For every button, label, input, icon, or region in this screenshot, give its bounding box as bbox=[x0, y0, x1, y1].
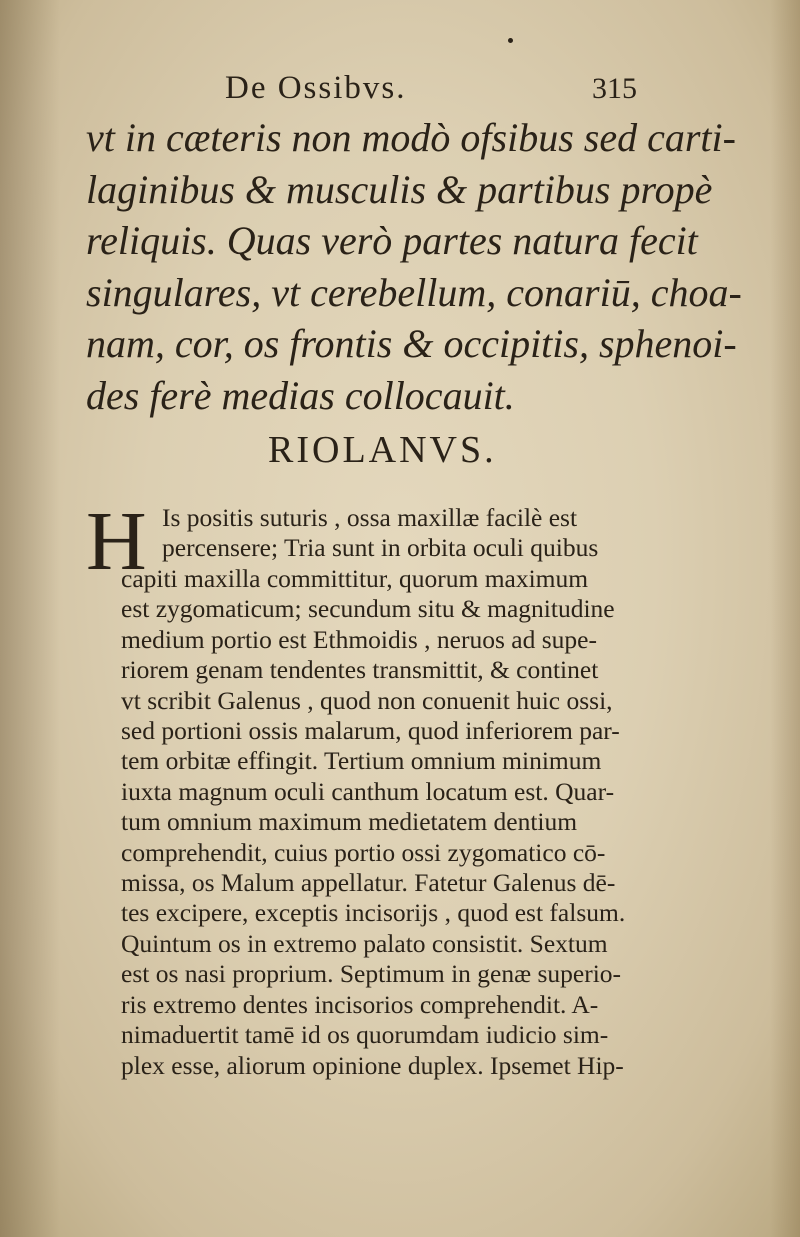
body-line: sed portioni ossis malarum, quod inferiorem par- bbox=[121, 716, 620, 746]
body-line: vt scribit Galenus , quod non conuenit huic ossi, bbox=[121, 685, 613, 715]
body-line: tem orbitæ effingit. Tertium omnium minimum bbox=[121, 746, 602, 776]
italic-line: singulares, vt cerebellum, conariū, choa- bbox=[86, 269, 742, 315]
body-line: est os nasi proprium. Septimum in genæ superio- bbox=[121, 959, 622, 989]
body-line: est zygomaticum; secundum situ & magnitudine bbox=[121, 594, 615, 624]
body-line: missa, os Malum appellatur. Fatetur Galenus dē- bbox=[121, 868, 616, 898]
body-line: comprehendit, cuius portio ossi zygomatico cō- bbox=[121, 837, 606, 867]
body-line: nimaduertit tamē id os quorumdam iudicio sim- bbox=[121, 1020, 609, 1050]
italic-line: reliquis. Quas verò partes natura fecit bbox=[86, 218, 698, 263]
section-heading: RIOLANVS. bbox=[268, 429, 497, 471]
page-edge-shadow-right bbox=[770, 0, 800, 1237]
body-line: Quintum os in extremo palato consistit. Sextum bbox=[121, 928, 608, 958]
body-line: riorem genam tendentes transmittit, & continet bbox=[121, 655, 599, 685]
body-line: tum omnium maximum medietatem dentium bbox=[121, 807, 578, 837]
page-edge-shadow-left bbox=[0, 0, 60, 1237]
body-line: medium portio est Ethmoidis , neruos ad supe- bbox=[121, 624, 597, 654]
body-line: Is positis suturis , ossa maxillæ facilè est bbox=[162, 503, 578, 532]
italic-line: vt in cæteris non modò ofsibus sed carti- bbox=[86, 115, 736, 160]
body-line: percensere; Tria sunt in orbita oculi quibus bbox=[162, 533, 599, 563]
body-line: ris extremo dentes incisorios comprehendit. A- bbox=[121, 989, 599, 1019]
page-number: 315 bbox=[592, 72, 637, 105]
italic-line: des ferè medias collocauit. bbox=[86, 372, 515, 418]
italic-paragraph bbox=[86, 112, 742, 421]
body-line: plex esse, aliorum opinione duplex. Ipsemet Hip- bbox=[121, 1050, 624, 1080]
italic-line: laginibus & musculis & partibus propè bbox=[86, 166, 713, 212]
body-line: iuxta magnum oculi canthum locatum est. Quar- bbox=[121, 776, 615, 806]
running-head: De Ossibvs. bbox=[225, 70, 407, 106]
ink-dot bbox=[508, 38, 513, 43]
italic-line: nam, cor, os frontis & occipitis, sphenoi- bbox=[86, 321, 737, 366]
body-line: capiti maxilla committitur, quorum maximum bbox=[121, 564, 589, 593]
drop-initial: H bbox=[86, 495, 147, 588]
body-text bbox=[121, 564, 681, 1081]
first-lines bbox=[162, 503, 662, 564]
body-line: tes excipere, exceptis incisorijs , quod est falsum. bbox=[121, 898, 626, 928]
